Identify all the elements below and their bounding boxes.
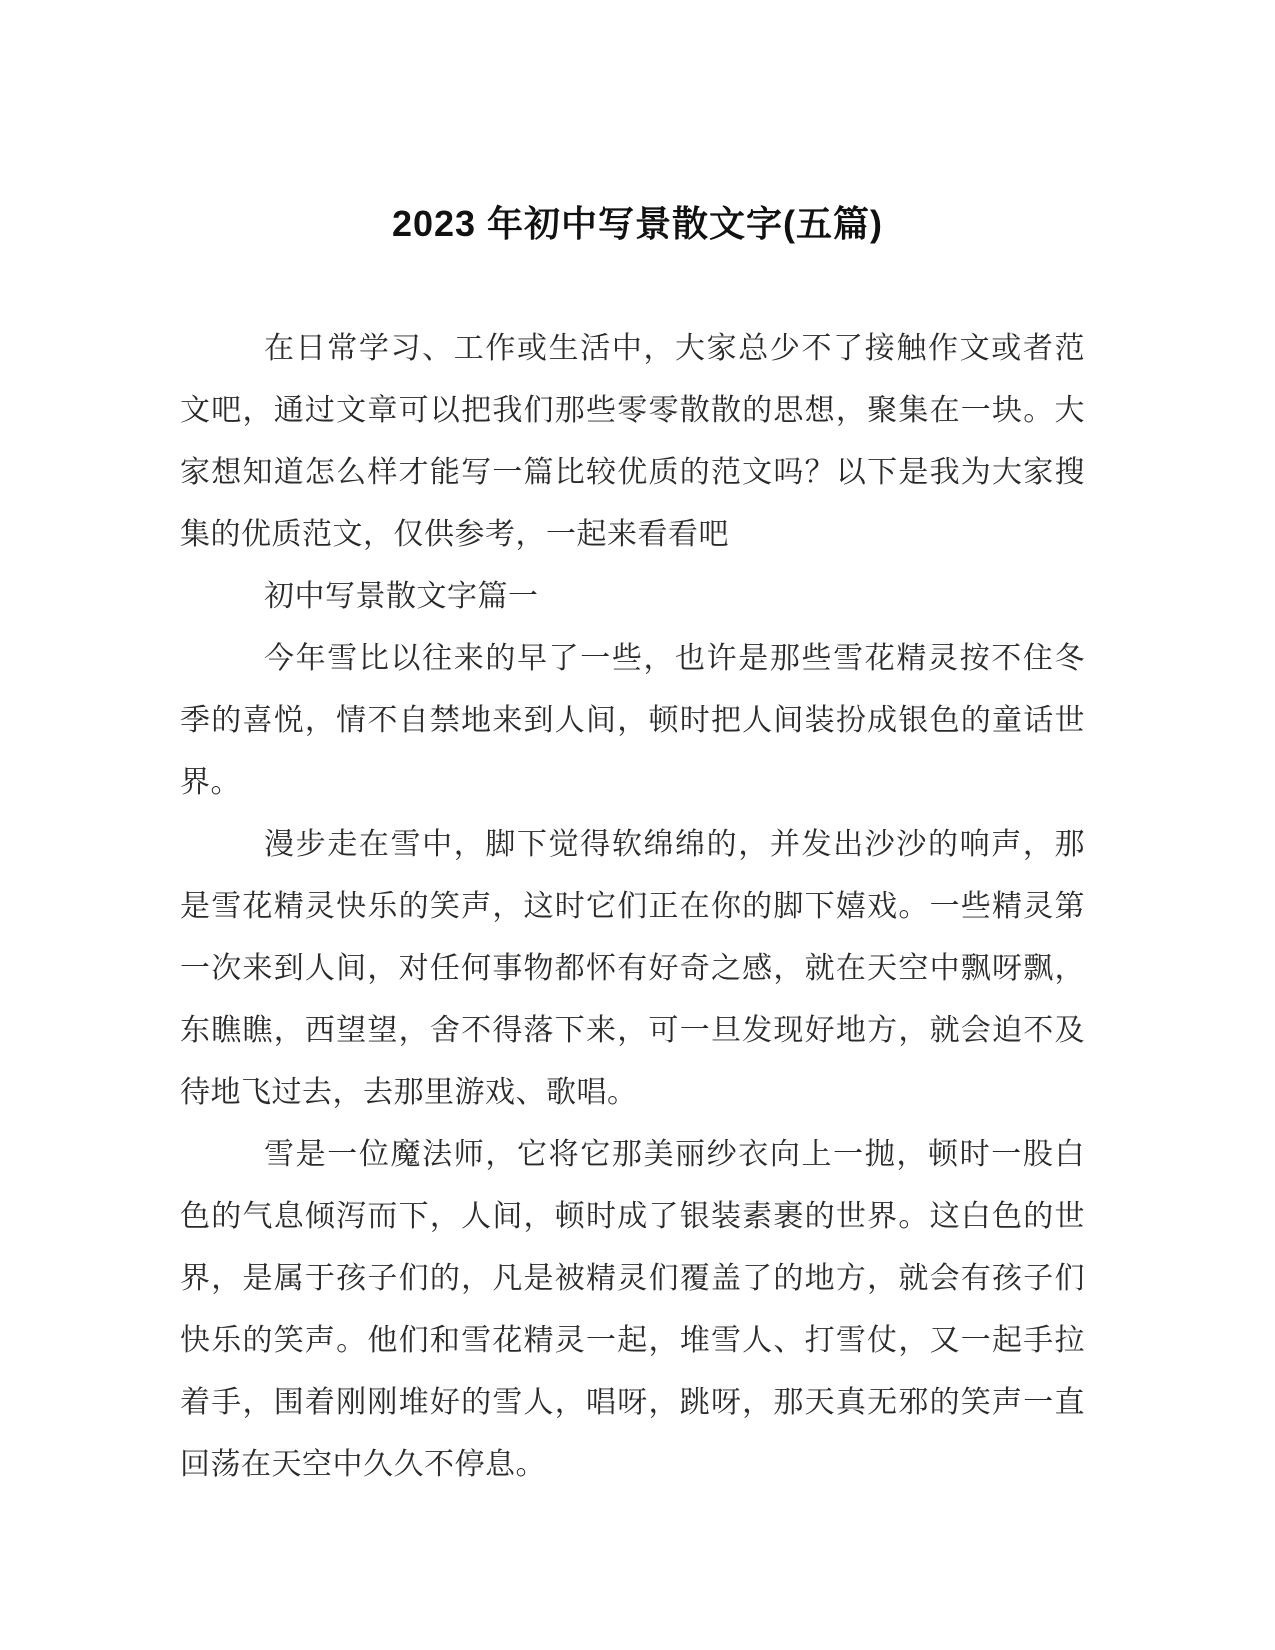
paragraph: 今年雪比以往来的早了一些，也许是那些雪花精灵按不住冬季的喜悦，情不自禁地来到人间，顿时把人间装扮成银色的童话世界。 [180, 642, 1085, 799]
document-title: 2023 年初中写景散文字(五篇) [391, 203, 884, 244]
paragraph: 在日常学习、工作或生活中，大家总少不了接触作文或者范文吧，通过文章可以把我们那些零零散散的思想，聚集在一块。大家想知道怎么样才能写一篇比较优质的范文吗？以下是我为大家搜集的优质范文，仅供参考，一起来看看吧 [180, 332, 1085, 551]
paragraph: 漫步走在雪中，脚下觉得软绵绵的，并发出沙沙的响声，那是雪花精灵快乐的笑声，这时它们正在你的脚下嬉戏。一些精灵第一次来到人间，对任何事物都怀有好奇之感，就在天空中飘呀飘，东瞧瞧，西望望，舍不得落下来，可一旦发现好地方，就会迫不及待地飞过去，去那里游戏、歌唱。 [180, 828, 1085, 1109]
paragraph: 雪是一位魔法师，它将它那美丽纱衣向上一抛，顿时一股白色的气息倾泻而下，人间，顿时成了银装素裹的世界。这白色的世界，是属于孩子们的，凡是被精灵们覆盖了的地方，就会有孩子们快乐的笑声。他们和雪花精灵一起，堆雪人、打雪仗，又一起手拉着手，围着刚刚堆好的雪人，唱呀，跳呀，那天真无邪的笑声一直回荡在天空中久久不停息。 [180, 1138, 1085, 1481]
paragraph: 初中写景散文字篇一 [264, 580, 539, 613]
document-body [180, 318, 1085, 1496]
